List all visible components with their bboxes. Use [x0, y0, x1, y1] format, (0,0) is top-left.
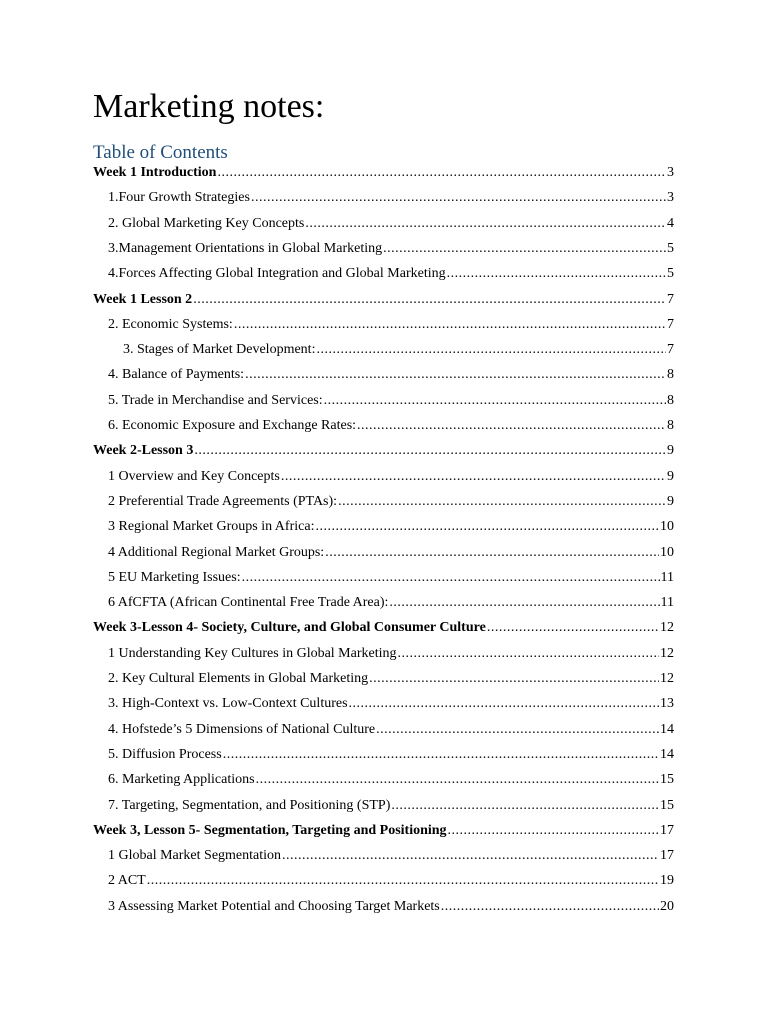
toc-page-number: 9 [667, 443, 674, 459]
toc-page-number: 9 [667, 493, 674, 509]
toc-page-number: 9 [667, 468, 674, 484]
toc-page-number: 3 [667, 165, 674, 180]
toc-entry[interactable] [108, 566, 674, 590]
toc-entry-title: 5 EU Marketing Issues: [108, 569, 241, 585]
toc-dot-leader [376, 718, 659, 742]
toc-page-number: 8 [667, 418, 674, 433]
toc-dot-leader [369, 667, 659, 691]
toc-page-number: 7 [667, 316, 674, 332]
toc-dot-leader [251, 186, 666, 210]
toc-entry[interactable] [123, 338, 674, 362]
toc-entry-title: 2 Preferential Trade Agreements (PTAs): [108, 493, 338, 509]
toc-entry[interactable] [108, 237, 674, 261]
toc-entry[interactable] [108, 363, 674, 387]
toc-entry-title: 4. Hofstede’s 5 Dimensions of National Culture [108, 721, 376, 737]
toc-dot-leader [349, 692, 659, 716]
toc-entry[interactable] [108, 743, 674, 767]
toc-entry[interactable] [108, 389, 674, 413]
toc-page-number: 7 [667, 342, 674, 358]
toc-entry-title: 5. Diffusion Process [108, 746, 222, 762]
toc-entry-title: 1 Understanding Key Cultures in Global Marketing [108, 645, 397, 661]
toc-dot-leader [324, 389, 666, 413]
toc-page-number: 13 [660, 696, 674, 712]
toc-entry-title: Week 3, Lesson 5- Segmentation, Targeting and Positioning [93, 822, 447, 838]
toc-entry[interactable] [108, 515, 674, 539]
toc-page-number: 7 [667, 291, 674, 307]
toc-entry[interactable] [108, 212, 674, 236]
toc-dot-leader [487, 616, 659, 640]
toc-dot-leader [315, 515, 659, 539]
toc-entry-title: 3.Management Orientations in Global Marketing [108, 240, 383, 256]
toc-dot-leader [223, 743, 659, 767]
toc-dot-leader [325, 541, 659, 565]
toc-dot-leader [282, 844, 659, 868]
toc-dot-leader [441, 895, 659, 919]
toc-entry-title: 2. Key Cultural Elements in Global Marketing [108, 671, 369, 686]
toc-dot-leader [447, 262, 666, 286]
toc-entry-title: 5. Trade in Merchandise and Services: [108, 392, 323, 408]
toc-entry[interactable] [108, 414, 674, 438]
toc-page-number: 12 [660, 620, 674, 636]
toc-page-number: 3 [667, 190, 674, 206]
toc-heading: Table of Contents [93, 142, 228, 163]
toc-page-number: 19 [660, 873, 674, 889]
toc-entry[interactable] [108, 490, 674, 514]
toc-page-number: 14 [660, 721, 674, 737]
toc-entry[interactable] [108, 718, 674, 742]
toc-dot-leader [194, 439, 666, 463]
toc-entry-title: 1.Four Growth Strategies [108, 190, 250, 206]
toc-page-number: 4 [667, 215, 674, 231]
toc-dot-leader [147, 869, 659, 893]
toc-dot-leader [389, 591, 659, 615]
toc-entry-title: 1 Global Market Segmentation [108, 848, 282, 864]
toc-entry[interactable] [108, 692, 674, 716]
toc-entry[interactable] [108, 794, 674, 818]
toc-dot-leader [234, 313, 666, 337]
toc-page-number: 5 [667, 240, 674, 256]
toc-page-number: 10 [660, 544, 674, 560]
toc-dot-leader [245, 363, 666, 387]
toc-dot-leader [448, 819, 659, 843]
toc-entry[interactable] [108, 667, 674, 691]
toc-entry[interactable] [108, 895, 674, 919]
toc-entry-title: 3. High-Context vs. Low-Context Cultures [108, 696, 348, 712]
toc-entry-title: 6. Marketing Applications [108, 772, 255, 788]
toc-entry[interactable] [108, 768, 674, 792]
toc-dot-leader [217, 161, 666, 185]
toc-page-number: 10 [660, 519, 674, 535]
toc-entry[interactable] [108, 869, 674, 893]
toc-entry[interactable] [108, 186, 674, 210]
toc-page-number: 17 [660, 848, 674, 864]
toc-entry-title: 4 Additional Regional Market Groups: [108, 544, 325, 560]
toc-dot-leader [383, 237, 666, 261]
toc-dot-leader [391, 794, 659, 818]
toc-dot-leader [357, 414, 666, 438]
toc-entry[interactable] [93, 616, 674, 640]
toc-page-number: 8 [667, 392, 674, 408]
toc-entry-title: 3 Regional Market Groups in Africa: [108, 519, 315, 535]
toc-entry-title: 2. Global Marketing Key Concepts [108, 215, 305, 231]
toc-entry-title: 3 Assessing Market Potential and Choosing Target Markets [108, 898, 440, 914]
toc-entry-title: 3. Stages of Market Development: [123, 342, 316, 358]
toc-dot-leader [305, 212, 666, 236]
toc-dot-leader [338, 490, 666, 514]
toc-page-number: 15 [660, 797, 674, 813]
toc-page-number: 5 [667, 266, 674, 282]
toc-entry-title: 7. Targeting, Segmentation, and Positioning (STP) [108, 797, 391, 813]
toc-entry[interactable] [93, 161, 674, 185]
toc-page-number: 14 [660, 746, 674, 762]
toc-entry[interactable] [93, 288, 674, 312]
toc-entry-title: 4.Forces Affecting Global Integration and Global Marketing [108, 266, 446, 282]
toc-entry-title: 6. Economic Exposure and Exchange Rates: [108, 418, 357, 433]
toc-entry[interactable] [93, 439, 674, 463]
toc-dot-leader [281, 465, 666, 489]
toc-entry-title: Week 2-Lesson 3 [93, 443, 194, 459]
toc-dot-leader [193, 288, 666, 312]
toc-dot-leader [398, 642, 659, 666]
toc-entry[interactable] [108, 844, 674, 868]
toc-entry[interactable] [93, 819, 674, 843]
toc-page-number: 20 [660, 898, 674, 914]
toc-page-number: 11 [660, 569, 674, 585]
toc-entry-title: Week 3-Lesson 4- Society, Culture, and Global Consumer Culture [93, 620, 486, 636]
toc-entry[interactable] [108, 313, 674, 337]
toc-entry[interactable] [108, 642, 674, 666]
toc-entry[interactable] [108, 541, 674, 565]
toc-entry-title: 6 AfCFTA (African Continental Free Trade Area): [108, 595, 389, 611]
toc-entry-title: 2 ACT [108, 873, 146, 889]
toc-entry[interactable] [108, 591, 674, 615]
toc-page-number: 17 [660, 822, 674, 838]
toc-dot-leader [316, 338, 666, 362]
document-title: Marketing notes: [93, 88, 325, 125]
toc-entry[interactable] [108, 465, 674, 489]
toc-page-number: 8 [667, 367, 674, 383]
toc-page-number: 12 [660, 671, 674, 686]
toc-entry-title: 2. Economic Systems: [108, 316, 233, 332]
toc-entry-title: 1 Overview and Key Concepts [108, 468, 280, 484]
toc-page-number: 12 [660, 645, 674, 661]
toc-page-number: 15 [660, 772, 674, 788]
toc-dot-leader [242, 566, 660, 590]
toc-entry-title: Week 1 Lesson 2 [93, 291, 193, 307]
toc-page-number: 11 [660, 595, 674, 611]
toc-entry-title: 4. Balance of Payments: [108, 367, 245, 383]
toc-dot-leader [256, 768, 659, 792]
toc-entry[interactable] [108, 262, 674, 286]
toc-entry-title: Week 1 Introduction [93, 165, 217, 180]
